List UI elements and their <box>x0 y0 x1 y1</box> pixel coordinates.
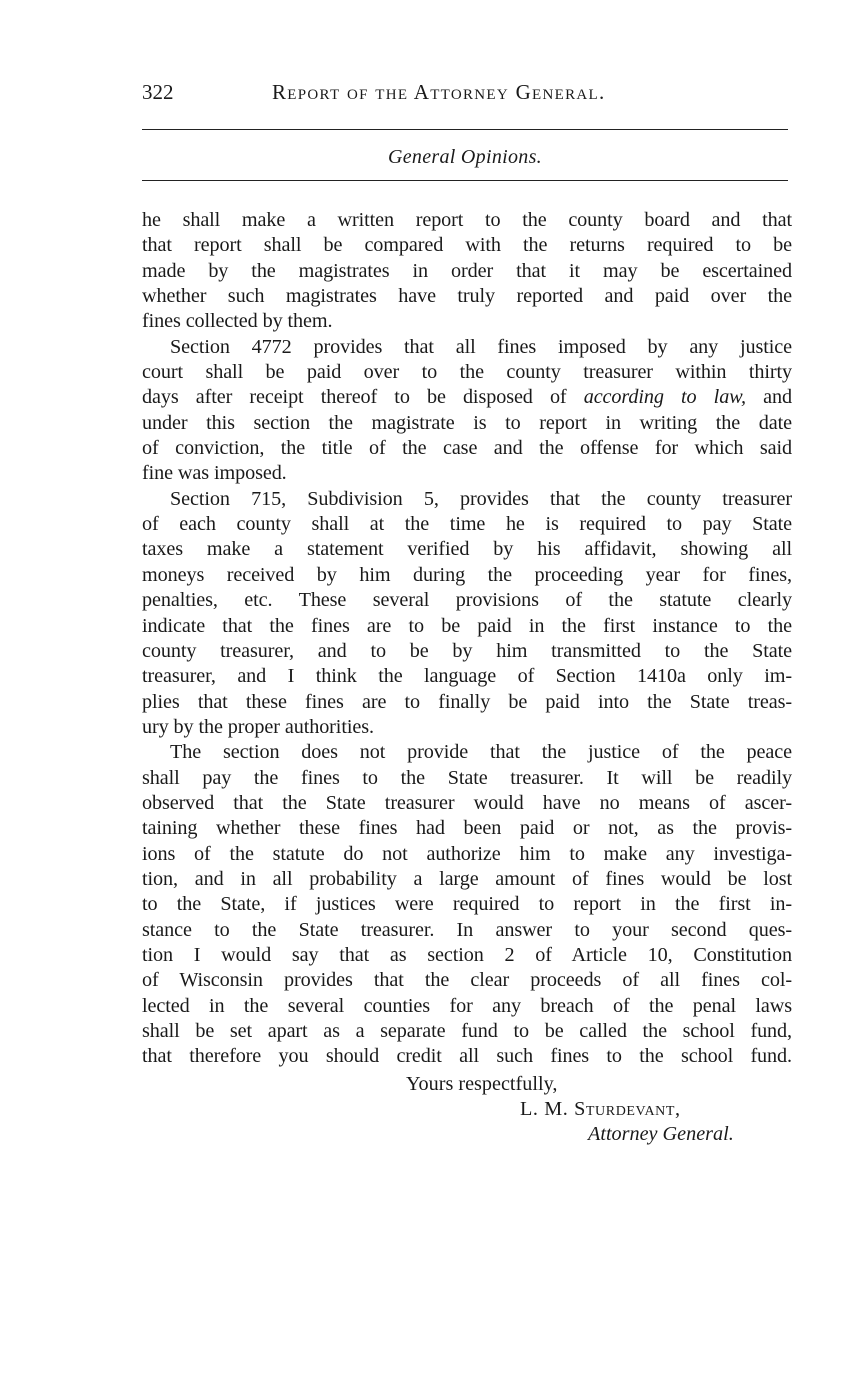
text-line: taining whether these fines had been paid or not, as the provis- <box>142 817 792 840</box>
text-line: fine was imposed. <box>142 462 287 485</box>
text-line: fines collected by them. <box>142 310 333 333</box>
text-line: of Wisconsin provides that the clear proceeds of all fines col- <box>142 969 792 992</box>
signer-name: L. M. Sturdevant, <box>520 1098 681 1120</box>
text-line: of each county shall at the time he is required to pay State <box>142 513 792 536</box>
header-rule-top <box>142 129 788 130</box>
text-line-mixed <box>142 385 792 410</box>
text-line: under this section the magistrate is to report in writing the date <box>142 411 792 434</box>
text-line: of conviction, the title of the case and the offense for which said <box>142 437 792 460</box>
text-line: treasurer, and I think the language of Section 1410a only im- <box>142 665 792 688</box>
text-line: shall be set apart as a separate fund to be called the school fund, <box>142 1020 792 1042</box>
header-rule-bottom <box>142 180 788 181</box>
text-line: observed that the State treasurer would have no means of ascer- <box>142 791 792 814</box>
text-line: penalties, etc. These several provisions of the statute clearly <box>142 589 792 612</box>
text-line: lected in the several counties for any breach of the penal laws <box>142 994 792 1017</box>
text-line: The section does not provide that the justice of the peace <box>170 741 792 764</box>
text-line: whether such magistrates have truly reported and paid over the <box>142 285 792 308</box>
text-line: to the State, if justices were required to report in the first in- <box>142 893 792 916</box>
running-head <box>142 80 788 110</box>
text-line: ions of the statute do not authorize him to make any investiga- <box>142 842 792 865</box>
text-line: made by the magistrates in order that it may be escertained <box>142 259 792 282</box>
text-run: days after receipt thereof to be disposed of <box>142 386 584 409</box>
italic-phrase: according to law, <box>583 386 747 409</box>
text-line: moneys received by him during the proceeding year for fines, <box>142 563 792 586</box>
text-line: tion I would say that as section 2 of Article 10, Constitution <box>142 943 792 966</box>
text-line: plies that these fines are to finally be paid into the State treas- <box>142 690 792 713</box>
text-line: Section 4772 provides that all fines imposed by any justice <box>170 335 792 358</box>
text-line: he shall make a written report to the county board and that <box>142 209 792 231</box>
valediction: Yours respectfully, <box>406 1073 558 1095</box>
text-line: that therefore you should credit all such fines to the school fund. <box>142 1045 792 1068</box>
page-number: 322 <box>142 80 174 104</box>
text-line: shall pay the fines to the State treasurer. It will be readily <box>142 766 792 789</box>
signer-title: Attorney General. <box>588 1123 734 1145</box>
report-title: Report of the Attorney General. <box>272 80 606 104</box>
text-line: tion, and in all probability a large amount of fines would be lost <box>142 867 792 890</box>
body-text <box>142 208 792 1070</box>
text-line: county treasurer, and to be by him transmitted to the State <box>142 639 792 662</box>
text-line: taxes make a statement verified by his affidavit, showing all <box>142 538 792 561</box>
section-heading: General Opinions. <box>388 146 542 168</box>
text-line: that report shall be compared with the returns required to be <box>142 234 792 257</box>
text-line: Section 715, Subdivision 5, provides that the county treasurer <box>170 487 792 510</box>
text-line: indicate that the fines are to be paid in the first instance to the <box>142 614 792 637</box>
text-line: ury by the proper authorities. <box>142 715 374 738</box>
text-line: stance to the State treasurer. In answer to your second ques- <box>142 918 792 941</box>
text-run: and <box>746 386 793 409</box>
text-line: court shall be paid over to the county treasurer within thirty <box>142 361 792 384</box>
